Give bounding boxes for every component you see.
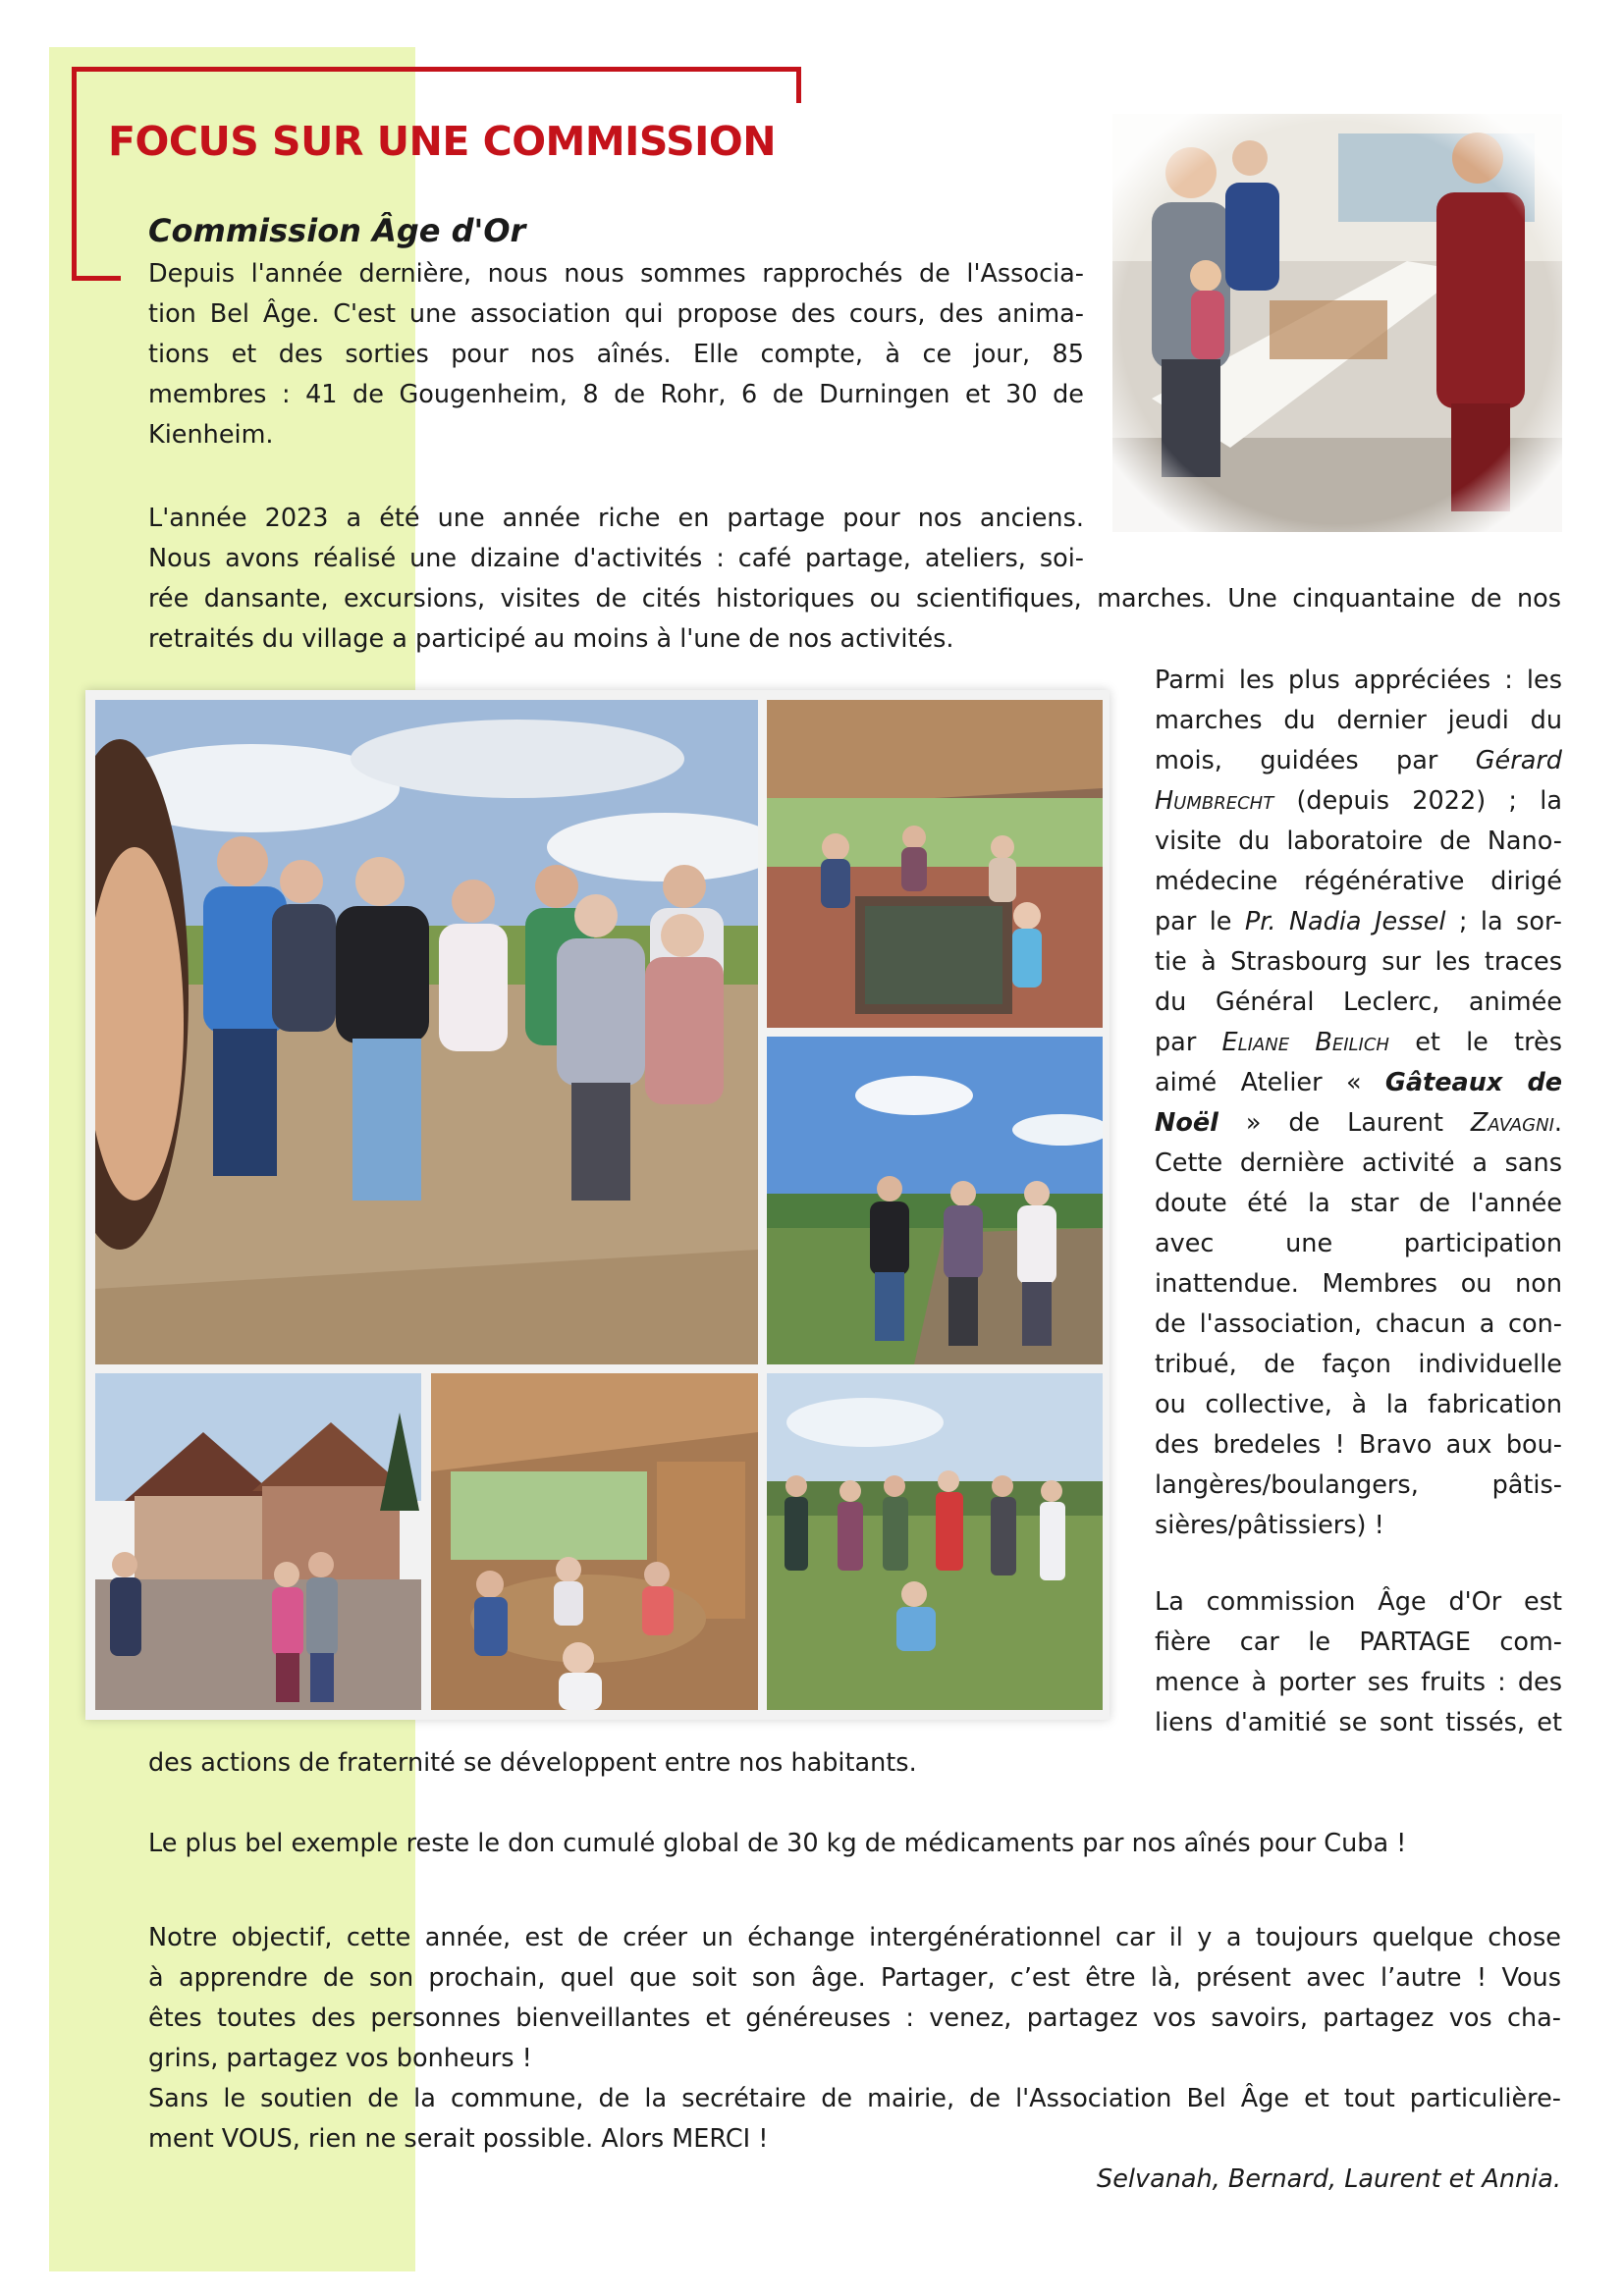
text-line: Sans le soutien de la commune, de la secrétaire de mairie, de l'Association Bel Âge et tout particulière- [148, 2084, 1561, 2113]
text-line: Humbrecht (depuis 2022) ; la [1155, 786, 1562, 816]
text-line: Depuis l'année dernière, nous nous sommes rapprochés de l'Associa- [148, 259, 1084, 289]
don-paragraph: Le plus bel exemple reste le don cumulé global de 30 kg de médicaments par nos aînés pour Cuba ! [148, 1829, 1407, 1858]
text-line: tion Bel Âge. C'est une association qui propose des cours, des anima- [148, 299, 1084, 329]
text-line: aimé Atelier « Gâteaux de [1155, 1068, 1563, 1097]
text-line: des bredeles ! Bravo aux bou- [1155, 1430, 1562, 1460]
text-line: avec une participation [1155, 1229, 1562, 1258]
text-line: par le Pr. Nadia Jessel ; la sor- [1155, 907, 1563, 936]
text-line: Parmi les plus appréciées : les [1155, 666, 1562, 695]
text-line: tie à Strasbourg sur les traces [1155, 947, 1562, 977]
text-line: du Général Leclerc, animée [1155, 988, 1562, 1017]
text-line: membres : 41 de Gougenheim, 8 de Rohr, 6 de Durningen et 30 de [148, 380, 1084, 409]
text-line: à apprendre de son prochain, quel que soit son âge. Partager, c’est être là, présent avec l’autre ! Vous [148, 1963, 1561, 1993]
text-line: retraités du village a participé au moins à l'une de nos activités. [148, 624, 954, 654]
text-line: tribué, de façon individuelle [1155, 1350, 1562, 1379]
text-line: fière car le PARTAGE com- [1155, 1628, 1562, 1657]
photo-baking-workshop [1112, 114, 1562, 532]
text-line: mence à porter ses fruits : des [1155, 1668, 1562, 1697]
text-line: sières/pâtissiers) ! [1155, 1511, 1384, 1540]
text-line: ou collective, à la fabrication [1155, 1390, 1562, 1419]
photo-field-walkers [767, 1037, 1103, 1364]
page-title: FOCUS SUR UNE COMMISSION [108, 118, 777, 165]
title-bracket-bottom [72, 276, 121, 281]
title-bracket-left [72, 67, 77, 281]
text-line: tions et des sorties pour nos aînés. Elle compte, à ce jour, 85 [148, 340, 1084, 369]
text-line: Cette dernière activité a sans [1155, 1148, 1562, 1178]
text-line: par Eliane Beilich et le très [1155, 1028, 1562, 1057]
text-line: Noël » de Laurent Zavagni. [1155, 1108, 1562, 1138]
text-line: ment VOUS, rien ne serait possible. Alors MERCI ! [148, 2124, 769, 2154]
text-line: doute été la star de l'année [1155, 1189, 1562, 1218]
text-line: Nous avons réalisé une dizaine d'activités : café partage, ateliers, soi- [148, 544, 1084, 573]
text-line: langères/boulangers, pâtis- [1155, 1470, 1562, 1500]
text-line: inattendue. Membres ou non [1155, 1269, 1562, 1299]
text-line: La commission Âge d'Or est [1155, 1587, 1562, 1617]
photo-group-meadow [767, 1373, 1103, 1710]
photo-picnic-shelter [431, 1373, 758, 1710]
text-line: L'année 2023 a été une année riche en partage pour nos anciens. [148, 504, 1084, 533]
text-line: des actions de fraternité se développent entre nos habitants. [148, 1748, 917, 1778]
photo-wash-house [767, 700, 1103, 1028]
text-line: Notre objectif, cette année, est de créer un échange intergénérationnel car il y a toujours quelque chose [148, 1923, 1561, 1952]
title-bracket-right [796, 67, 801, 103]
text-line: rée dansante, excursions, visites de cités historiques ou scientifiques, marches. Une cinquantaine de nos [148, 584, 1561, 614]
text-line: médecine régénérative dirigé [1155, 867, 1562, 896]
text-line: liens d'amitié se sont tissés, et [1155, 1708, 1562, 1737]
text-line: grins, partagez vos bonheurs ! [148, 2044, 532, 2073]
title-bracket-top [72, 67, 801, 72]
text-line: de l'association, chacun a con- [1155, 1309, 1562, 1339]
photo-village-street [95, 1373, 421, 1710]
text-line: mois, guidées par Gérard [1155, 746, 1562, 775]
signature: Selvanah, Bernard, Laurent et Annia. [1097, 2164, 1561, 2194]
text-line: Kienheim. [148, 420, 274, 450]
text-line: êtes toutes des personnes bienveillantes et généreuses : venez, partagez vos savoirs, partagez vos cha- [148, 2003, 1561, 2033]
text-line: visite du laboratoire de Nano- [1155, 827, 1562, 856]
section-subtitle: Commission Âge d'Or [148, 212, 526, 249]
text-line: marches du dernier jeudi du [1155, 706, 1562, 735]
photo-hikers-group [95, 700, 758, 1364]
